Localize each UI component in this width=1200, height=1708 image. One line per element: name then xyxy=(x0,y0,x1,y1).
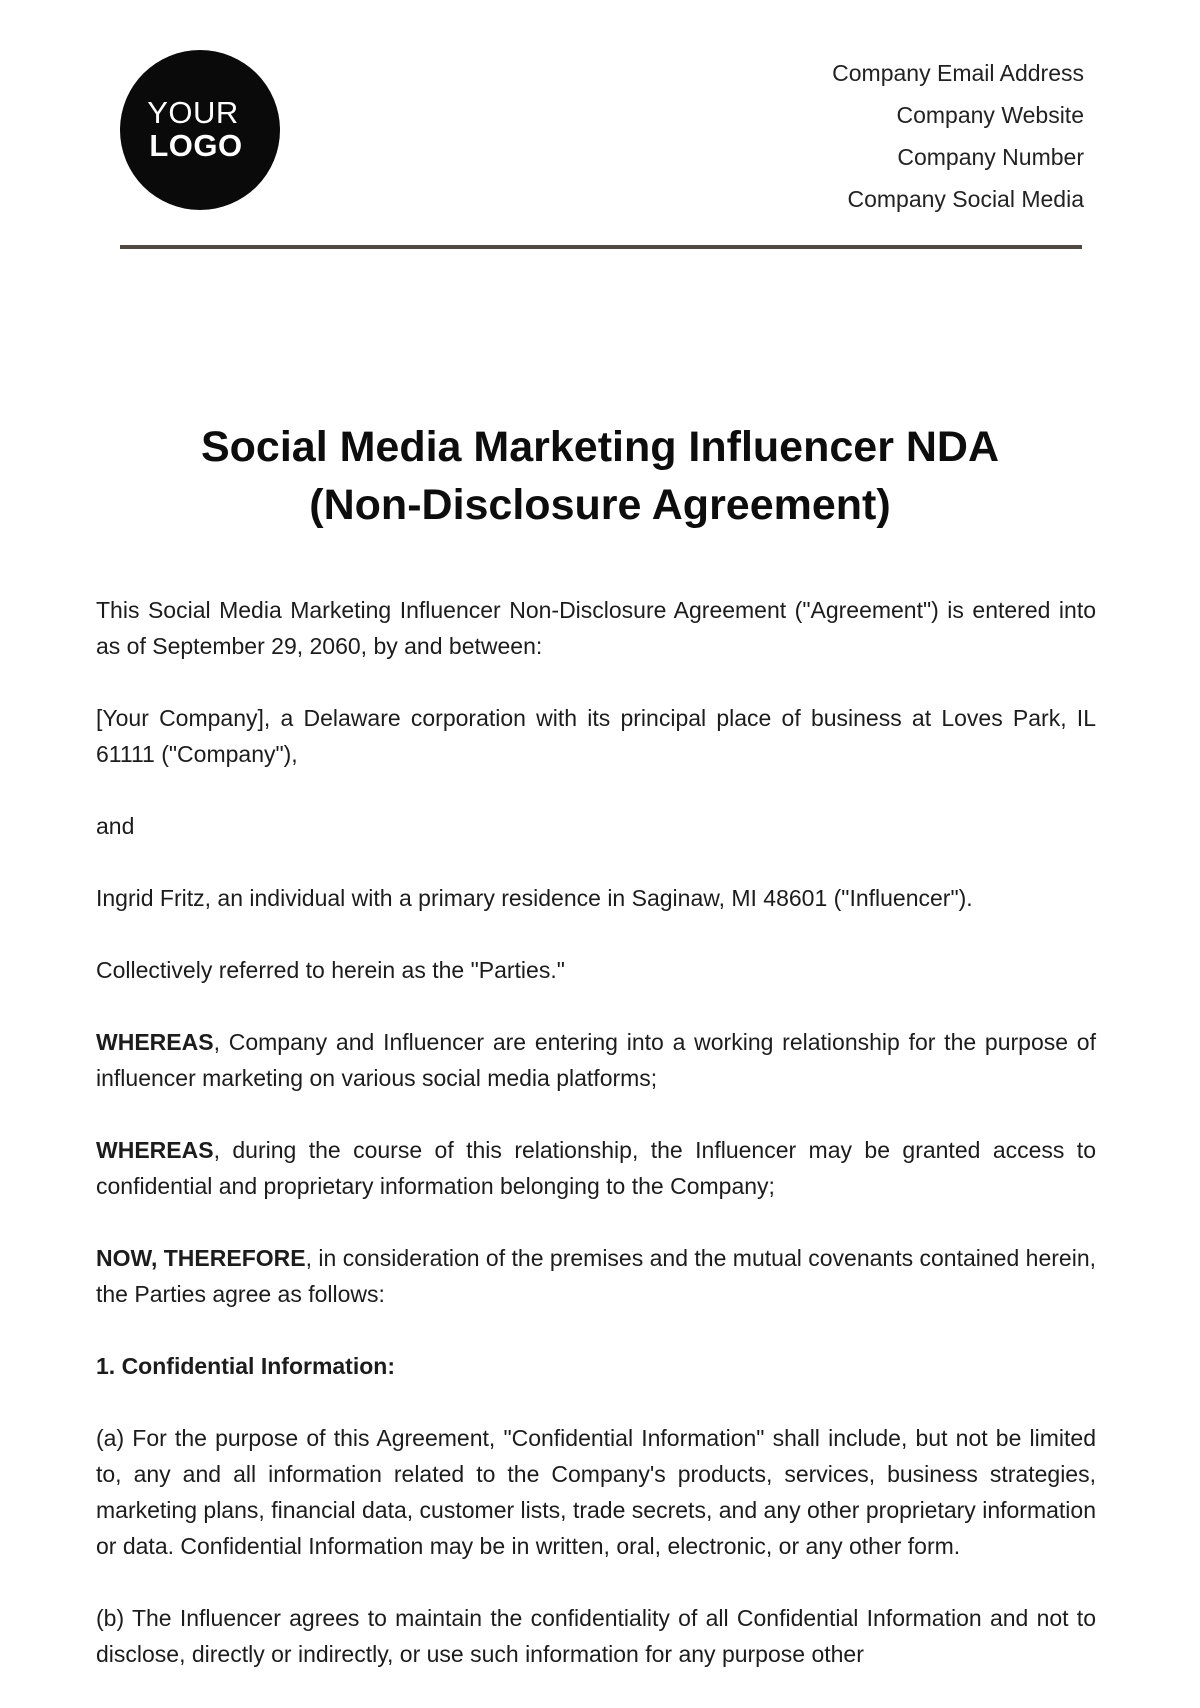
now-therefore-text: , in consideration of the premises and the mutual covenants contained herein, the Parties agree as follows: xyxy=(96,1245,1097,1307)
company-email: Company Email Address xyxy=(832,60,1084,86)
whereas-1-text: , Company and Influencer are entering into a working relationship for the purpose of influencer marketing on various social media platforms; xyxy=(96,1029,1096,1091)
logo-text-logo: LOGO xyxy=(149,128,243,163)
whereas-2-text: , during the course of this relationship, the Influencer may be granted access to confidential and proprietary information belonging to the Company; xyxy=(96,1137,1096,1199)
influencer-party-paragraph: Ingrid Fritz, an individual with a primary residence in Saginaw, MI 48601 ("Influencer"). xyxy=(96,885,973,911)
intro-paragraph: This Social Media Marketing Influencer Non-Disclosure Agreement ("Agreement") is entered into as of September 29, 2060, by and between: xyxy=(96,597,1096,659)
logo-text-your: YOUR xyxy=(147,95,239,131)
now-therefore-paragraph xyxy=(96,1240,1096,1312)
section-1-b-paragraph: (b) The Influencer agrees to maintain the confidentiality of all Confidential Information and not to disclose, directly or indirectly, or use such information for any purpose other xyxy=(96,1605,1096,1667)
document-title-line2: (Non-Disclosure Agreement) xyxy=(309,481,891,529)
company-number: Company Number xyxy=(897,144,1084,170)
company-party-paragraph: [Your Company], a Delaware corporation with its principal place of business at Loves Park, IL 61111 ("Company"), xyxy=(96,705,1096,767)
document-title xyxy=(96,418,1104,534)
whereas-paragraph-1 xyxy=(96,1024,1096,1096)
section-1-heading: 1. Confidential Information: xyxy=(96,1353,395,1379)
document-title-line1: Social Media Marketing Influencer NDA xyxy=(200,423,1000,471)
section-1-a-paragraph: (a) For the purpose of this Agreement, "Confidential Information" shall include, but not be limited to, any and all information related to the Company's products, services, business strategies, marketing plans, financial data, customer lists, trade secrets, and any other proprietary information or data. Confidential Information may be in written, oral, electronic, or any other form. xyxy=(96,1425,1096,1559)
company-website: Company Website xyxy=(896,102,1084,128)
document-body xyxy=(96,592,1096,1708)
and-paragraph: and xyxy=(96,813,135,839)
company-social-media: Company Social Media xyxy=(847,186,1084,212)
collectively-paragraph: Collectively referred to herein as the "Parties." xyxy=(96,957,565,983)
company-logo xyxy=(120,50,280,210)
whereas-2-lead: WHEREAS xyxy=(96,1137,214,1163)
whereas-1-lead: WHEREAS xyxy=(96,1029,214,1055)
company-contact-block xyxy=(832,52,1084,220)
now-therefore-lead: NOW, THEREFORE xyxy=(96,1245,306,1271)
header-divider xyxy=(120,245,1082,249)
whereas-paragraph-2 xyxy=(96,1132,1096,1204)
